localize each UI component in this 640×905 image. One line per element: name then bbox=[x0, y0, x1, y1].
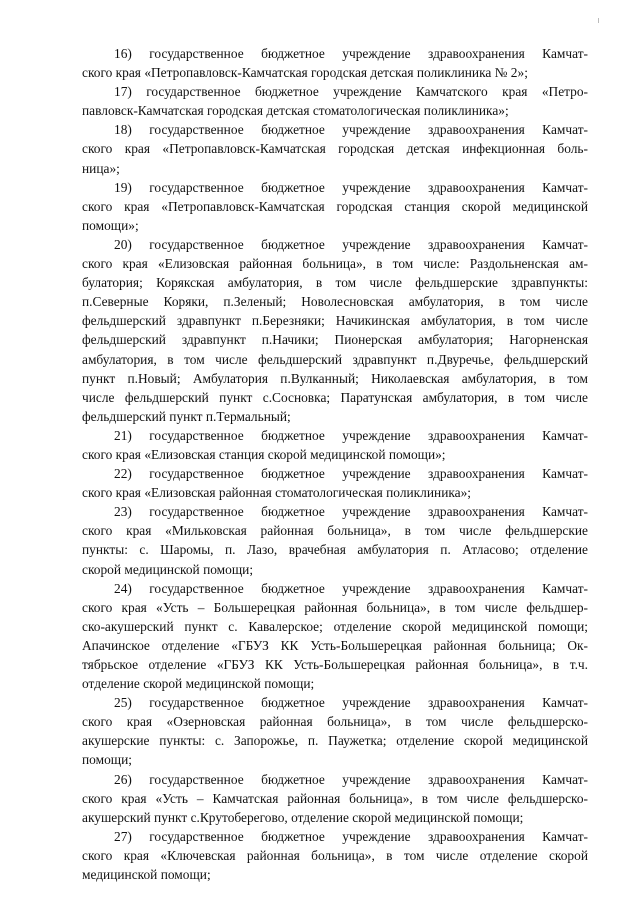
text-line: акушерские пункты: с. Запорожье, п. Паужетка; отделение скорой медицинской bbox=[82, 733, 588, 749]
text-line: ского края «Елизовская станция скорой медицинской помощи»; bbox=[82, 446, 446, 462]
paragraph-item-24 bbox=[82, 579, 588, 694]
text-line: ского края «Елизовская районная стоматологическая поликлиника»; bbox=[82, 485, 472, 501]
text-line: ского края «Ключевская районная больница», в том числе отделение скорой bbox=[82, 847, 588, 863]
paragraph-item-21 bbox=[82, 426, 588, 464]
text-line: числе фельдшерский пункт с.Сосновка; Паратунская амбулатория, в том числе bbox=[82, 389, 588, 405]
paragraph-item-18 bbox=[82, 120, 588, 177]
paragraph-item-27 bbox=[82, 827, 588, 884]
text-line: помощи»; bbox=[82, 217, 139, 233]
paragraph-item-19 bbox=[82, 178, 588, 235]
text-line: п.Северные Коряки, п.Зеленый; Новолесновская амбулатория, в том числе bbox=[82, 294, 588, 310]
paragraph-item-17 bbox=[82, 82, 588, 120]
text-line: ско-акушерский пункт с. Кавалерское; отделение скорой медицинской помощи; bbox=[82, 618, 588, 634]
text-line: ского края «Усть – Камчатская районная больница», в том числе фельдшерско- bbox=[82, 790, 588, 806]
text-line: ского края «Петропавловск-Камчатская городская станция скорой медицинской bbox=[82, 198, 588, 214]
text-line: пункт п.Новый; Амбулатория п.Вулканный; Николаевская амбулатория, в том bbox=[82, 370, 588, 386]
paragraph-item-23 bbox=[82, 502, 588, 578]
paragraph-item-16 bbox=[82, 44, 588, 82]
text-line: акушерский пункт с.Крутоберегово, отделение скорой медицинской помощи; bbox=[82, 809, 524, 825]
text-line: ского края «Усть – Большерецкая районная больница», в том числе фельдшер- bbox=[82, 599, 588, 615]
text-line: 19) государственное бюджетное учреждение здравоохранения Камчат- bbox=[114, 179, 588, 195]
text-line: 27) государственное бюджетное учреждение здравоохранения Камчат- bbox=[114, 828, 588, 844]
text-line: ского края «Елизовская районная больница», в том числе: Раздольненская ам- bbox=[82, 256, 588, 272]
text-line: 23) государственное бюджетное учреждение здравоохранения Камчат- bbox=[114, 504, 588, 520]
scan-mark bbox=[598, 18, 599, 23]
text-line: 24) государственное бюджетное учреждение здравоохранения Камчат- bbox=[114, 580, 588, 596]
paragraph-item-22 bbox=[82, 464, 588, 502]
document-page bbox=[82, 44, 588, 884]
paragraph-item-26 bbox=[82, 770, 588, 827]
text-line: 17) государственное бюджетное учреждение Камчатского края «Петро- bbox=[114, 84, 588, 100]
text-line: амбулатория, в том числе фельдшерский здравпункт п.Двуречье, фельдшерский bbox=[82, 351, 588, 367]
text-line: фельдшерский здравпункт п.Березняки; Начикинская амбулатория, в том числе bbox=[82, 313, 588, 329]
text-line: медицинской помощи; bbox=[82, 867, 211, 883]
paragraph-item-20 bbox=[82, 235, 588, 426]
text-line: ского края «Петропавловск-Камчатская городская детская поликлиника № 2»; bbox=[82, 65, 528, 81]
text-line: отделение скорой медицинской помощи; bbox=[82, 676, 315, 692]
text-line: Апачинское отделение «ГБУЗ КК Усть-Большерецкая районная больница; Ок- bbox=[82, 637, 588, 653]
text-line: 22) государственное бюджетное учреждение здравоохранения Камчат- bbox=[114, 466, 588, 482]
text-line: 20) государственное бюджетное учреждение здравоохранения Камчат- bbox=[114, 236, 588, 252]
text-line: 21) государственное бюджетное учреждение здравоохранения Камчат- bbox=[114, 427, 588, 443]
paragraph-item-25 bbox=[82, 693, 588, 769]
text-line: скорой медицинской помощи; bbox=[82, 561, 254, 577]
text-line: ского края «Петропавловск-Камчатская городская детская инфекционная боль- bbox=[82, 141, 588, 157]
text-line: помощи; bbox=[82, 752, 132, 768]
text-line: тябрьское отделение «ГБУЗ КК Усть-Большерецкая районная больница», в т.ч. bbox=[82, 657, 588, 672]
text-line: 26) государственное бюджетное учреждение здравоохранения Камчат- bbox=[114, 771, 588, 787]
text-line: фельдшерский здравпункт п.Начики; Пионерская амбулатория; Нагорненская bbox=[82, 332, 588, 348]
text-line: пункты: с. Шаромы, п. Лазо, врачебная амбулатория п. Атласово; отделение bbox=[82, 542, 588, 558]
text-line: 25) государственное бюджетное учреждение здравоохранения Камчат- bbox=[114, 695, 588, 711]
text-line: булатория; Корякская амбулатория, в том числе фельдшерские здравпункты: bbox=[82, 275, 588, 291]
text-line: ского края «Мильковская районная больница», в том числе фельдшерские bbox=[82, 523, 588, 539]
text-line: ница»; bbox=[82, 160, 120, 176]
text-line: павловск-Камчатская городская детская стоматологическая поликлиника»; bbox=[82, 103, 509, 119]
text-line: фельдшерский пункт п.Термальный; bbox=[82, 408, 291, 424]
text-line: 16) государственное бюджетное учреждение здравоохранения Камчат- bbox=[114, 46, 588, 61]
text-line: ского края «Озерновская районная больница», в том числе фельдшерско- bbox=[82, 714, 588, 730]
text-line: 18) государственное бюджетное учреждение здравоохранения Камчат- bbox=[114, 122, 588, 138]
